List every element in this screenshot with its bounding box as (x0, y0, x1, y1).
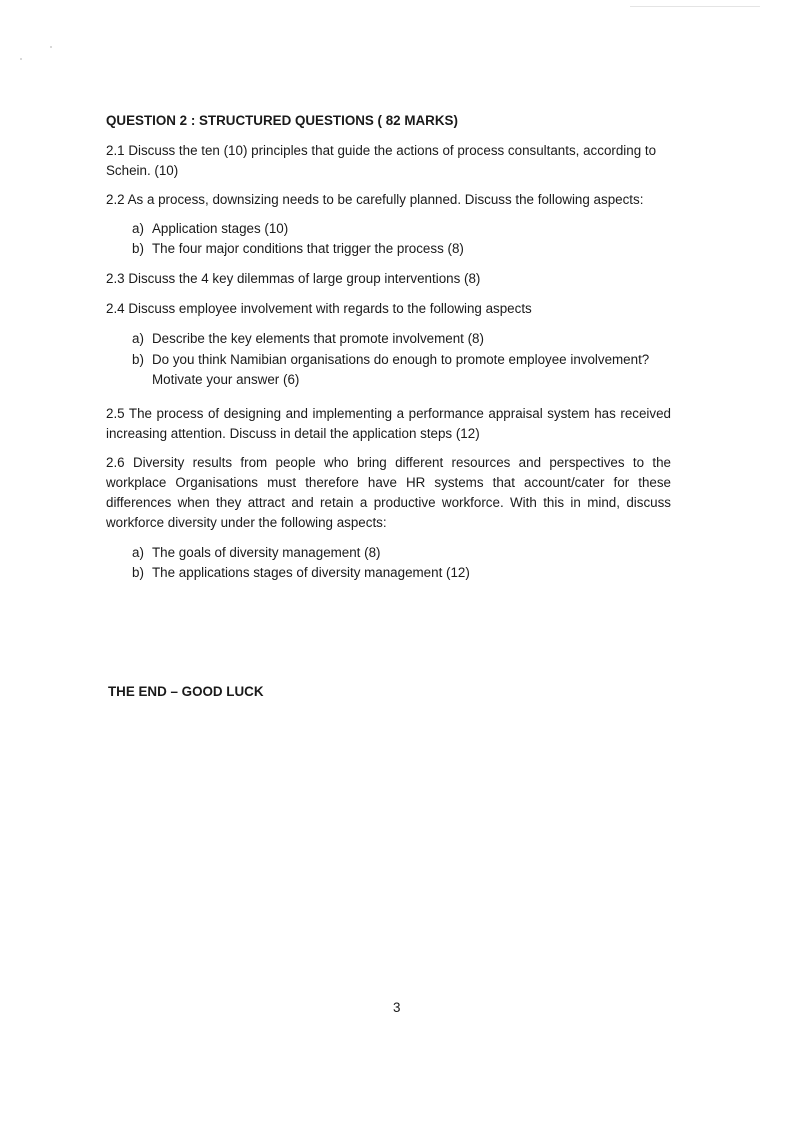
section-title: QUESTION 2 : STRUCTURED QUESTIONS ( 82 MARKS) (106, 113, 458, 128)
scan-artifact (630, 6, 760, 7)
question-2-4-stem: 2.4 Discuss employee involvement with regards to the following aspects (106, 301, 532, 316)
question-2-2-stem: 2.2 As a process, downsizing needs to be carefully planned. Discuss the following aspects: (106, 192, 644, 207)
question-2-4-b: Do you think Namibian organisations do enough to promote employee involvement? (152, 352, 650, 367)
question-2-6-line: workplace Organisations must therefore have HR systems that account/cater for these (106, 475, 671, 490)
closing-text: THE END – GOOD LUCK (108, 684, 264, 699)
question-2-5-line: increasing attention. Discuss in detail the application steps (12) (106, 426, 480, 441)
question-2-6-line: workforce diversity under the following aspects: (106, 515, 387, 530)
scan-speck (20, 58, 22, 60)
item-label: a) (132, 545, 144, 560)
question-2-4-b-cont: Motivate your answer (6) (152, 372, 300, 387)
item-label: b) (132, 241, 144, 256)
question-2-6-a: The goals of diversity management (8) (152, 545, 381, 560)
question-2-1-line: Schein. (10) (106, 163, 179, 178)
question-2-2-a: Application stages (10) (152, 221, 289, 236)
question-2-6-b: The applications stages of diversity management (12) (152, 565, 470, 580)
question-2-6-line: 2.6 Diversity results from people who bring different resources and perspectives to the (106, 455, 671, 470)
item-label: b) (132, 565, 144, 580)
item-label: a) (132, 221, 144, 236)
page-number: 3 (393, 1000, 401, 1015)
item-label: b) (132, 352, 144, 367)
question-2-6-line: differences when they attract and retain a productive workforce. With this in mind, discuss (106, 495, 671, 510)
question-2-1-line: 2.1 Discuss the ten (10) principles that guide the actions of process consultants, according to (106, 143, 657, 158)
question-2-2-b: The four major conditions that trigger the process (8) (152, 241, 464, 256)
question-2-5-line: 2.5 The process of designing and implementing a performance appraisal system has received (106, 406, 671, 421)
item-label: a) (132, 331, 144, 346)
question-2-3: 2.3 Discuss the 4 key dilemmas of large group interventions (8) (106, 271, 481, 286)
question-2-4-a: Describe the key elements that promote involvement (8) (152, 331, 484, 346)
scan-speck (50, 46, 52, 48)
